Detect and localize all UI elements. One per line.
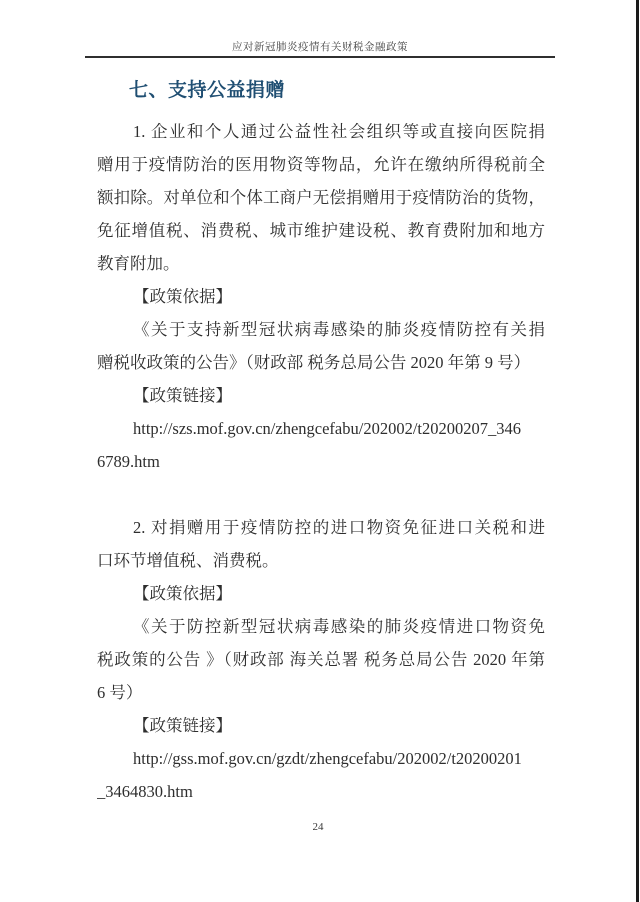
text-line: 《关于防控新型冠状病毒感染的肺炎疫情进口物资免 bbox=[133, 617, 545, 636]
label-block bbox=[97, 709, 545, 742]
text-line: 《关于支持新型冠状病毒感染的肺炎疫情防控有关捐 bbox=[133, 320, 545, 339]
text-line: 1. 企业和个人通过公益性社会组织等或直接向医院捐 bbox=[133, 122, 545, 141]
text-line: 2. 对捐赠用于疫情防控的进口物资免征进口关税和进 bbox=[133, 518, 545, 537]
blank-line bbox=[97, 478, 545, 511]
text-line: 教育附加。 bbox=[97, 254, 180, 273]
spacer bbox=[97, 478, 545, 511]
url-block bbox=[97, 412, 545, 478]
text-line: 6 号） bbox=[97, 683, 143, 702]
text-line: 额扣除。对单位和个体工商户无偿捐赠用于疫情防治的货物， bbox=[97, 188, 545, 207]
page-header-title: 应对新冠肺炎疫情有关财税金融政策 bbox=[232, 42, 408, 53]
page-number: 24 bbox=[312, 821, 324, 833]
paragraph-block bbox=[97, 511, 545, 577]
header-rule bbox=[85, 56, 555, 58]
policy-label: 【政策依据】 bbox=[133, 584, 232, 603]
text-line: 免征增值税、消费税、城市维护建设税、教育费附加和地方 bbox=[97, 221, 545, 240]
page-edge-line bbox=[636, 0, 639, 902]
text-line: 税政策的公告 》（财政部 海关总署 税务总局公告 2020 年第 bbox=[97, 650, 545, 669]
paragraph-block bbox=[97, 313, 545, 379]
label-block bbox=[97, 280, 545, 313]
label-block bbox=[97, 379, 545, 412]
content-column bbox=[97, 115, 545, 808]
section-title: 七、支持公益捐赠 bbox=[129, 80, 286, 101]
text-line: 赠用于疫情防治的医用物资等物品，允许在缴纳所得税前全 bbox=[97, 155, 545, 174]
policy-link-line: 6789.htm bbox=[97, 452, 160, 471]
policy-label: 【政策链接】 bbox=[133, 716, 232, 735]
policy-link-line: http://gss.mof.gov.cn/gzdt/zhengcefabu/202002/t20200201 bbox=[133, 749, 522, 768]
policy-link-line: http://szs.mof.gov.cn/zhengcefabu/202002/t20200207_346 bbox=[133, 419, 521, 438]
policy-label: 【政策链接】 bbox=[133, 386, 232, 405]
text-line: 口环节增值税、消费税。 bbox=[97, 551, 279, 570]
policy-link-line: _3464830.htm bbox=[97, 782, 193, 801]
text-line: 赠税收政策的公告》（财政部 税务总局公告 2020 年第 9 号） bbox=[97, 353, 531, 372]
url-block bbox=[97, 742, 545, 808]
paragraph-block bbox=[97, 115, 545, 280]
policy-label: 【政策依据】 bbox=[133, 287, 232, 306]
paragraph-block bbox=[97, 610, 545, 709]
label-block bbox=[97, 577, 545, 610]
